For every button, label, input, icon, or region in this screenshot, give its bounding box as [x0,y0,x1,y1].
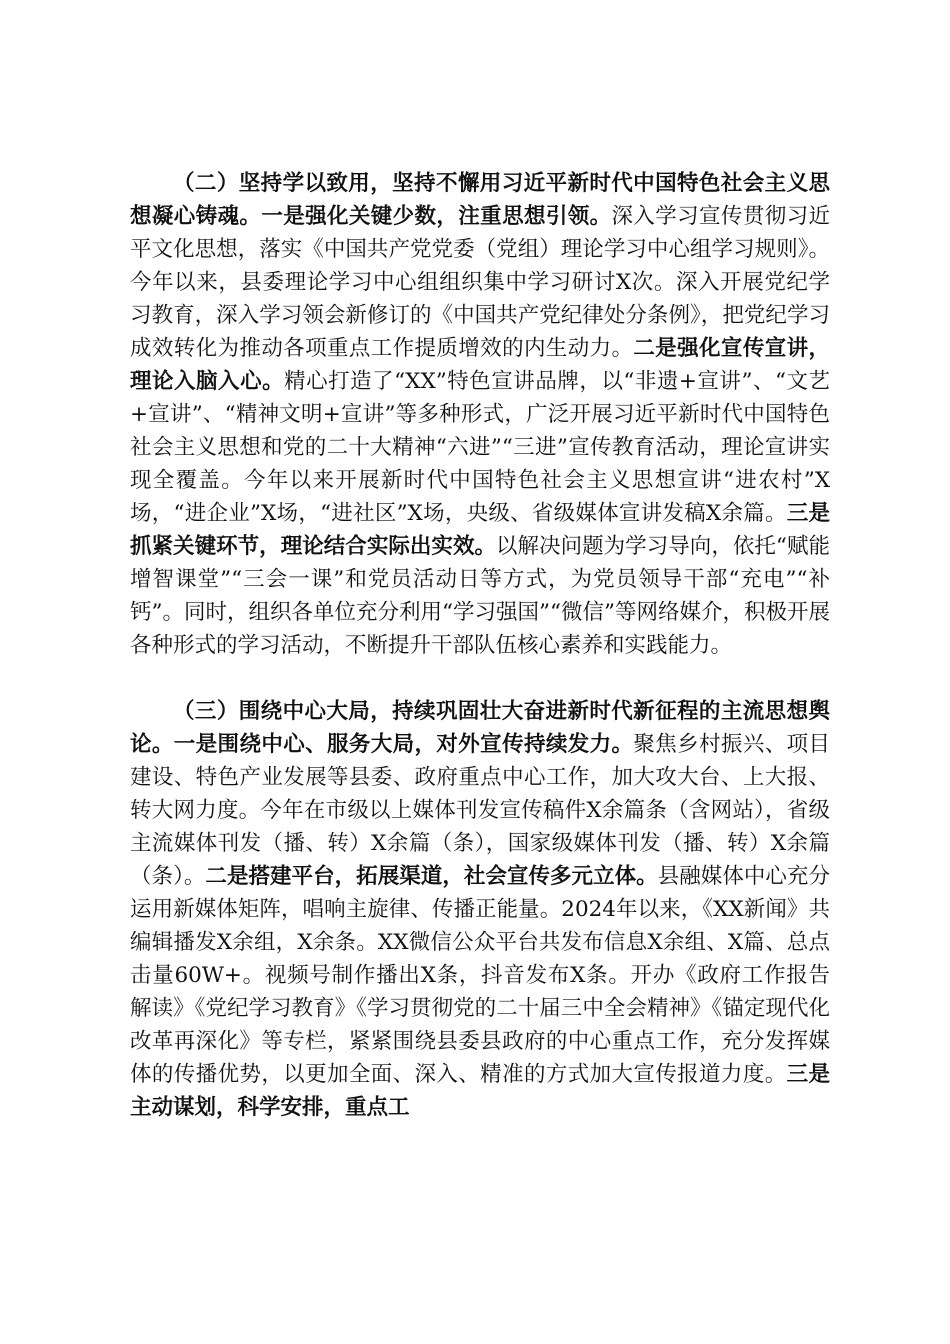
point-three-heading: 三是抓紧关键环节，理论结合实际出实效。 [130,501,830,559]
section-three-heading: （三）围绕中心大局，持续巩固壮大奋进新时代新征程的主流思想舆论。 [130,699,830,757]
point-one-heading: 一是围绕中心、服务大局，对外宣传持续发力。 [173,732,634,757]
paragraph-section-two [130,167,830,662]
point-two-heading: 二是搭建平台，拓展渠道，社会宣传多元立体。 [205,864,658,889]
point-three-heading: 三是主动谋划，科学安排，重点工 [130,1062,830,1120]
point-three-body: 以解决问题为学习导向，依托“赋能增智课堂”“三会一课”和党员活动日等方式，为党员领导干部“充电”“补钙”。同时，组织各单位充分利用“学习强国”“微信”等网络媒介，积极开展各种形式的学习活动，不断提升干部队伍核心素养和实践能力。 [130,534,830,658]
point-one-heading: 一是强化关键少数，注重思想引领。 [261,204,612,229]
point-one-body: 深入学习宣传贯彻习近平文化思想，落实《中国共产党党委（党组）理论学习中心组学习规则》。今年以来，县委理论学习中心组组织集中学习研讨X次。深入开展党纪学习教育，深入学习领会新修订的《中国共产党纪律处分条例》，把党纪学习成效转化为推动各项重点工作提质增效的内生动力。 [130,204,830,361]
point-two-body: 县融媒体中心充分运用新媒体矩阵，唱响主旋律、传播正能量。2024年以来，《XX新闻》共编辑播发X余组，X余条。XX微信公众平台共发布信息X余组、X篇、总点击量60W+。视频号制作播出X条，抖音发布X条。开办《政府工作报告解读》《党纪学习教育》《学习贯彻党的二十届三中全会精神》《锚定现代化 改革再深化》等专栏，紧紧围绕县委县政府的中心重点工作，充分发挥媒体的传播优势，以更加全面、深入、精准的方式加大宣传报道力度。 [130,864,830,1087]
point-two-heading: 二是强化宣传宣讲，理论入脑入心。 [130,336,830,394]
point-two-body: 精心打造了“XX”特色宣讲品牌，以“非遗+宣讲”、“文艺+宣讲”、“精神文明+宣讲”等多种形式，广泛开展习近平新时代中国特色社会主义思想和党的二十大精神“六进”“三进”宣传教育活动，理论宣讲实现全覆盖。今年以来开展新时代中国特色社会主义思想宣讲“进农村”X场，“进企业”X场，“进社区”X场，央级、省级媒体宣讲发稿X余篇。 [130,369,830,526]
document-body [130,167,830,1124]
section-two-heading: （二）坚持学以致用，坚持不懈用习近平新时代中国特色社会主义思想凝心铸魂。 [130,171,830,229]
paragraph-section-three [130,695,830,1124]
point-one-body: 聚焦乡村振兴、项目建设、特色产业发展等县委、政府重点中心工作，加大攻大台、上大报、转大网力度。今年在市级以上媒体刊发宣传稿件X余篇条（含网站），省级主流媒体刊发（播、转）X余篇（条），国家级媒体刊发（播、转）X余篇（条）。 [130,732,830,889]
